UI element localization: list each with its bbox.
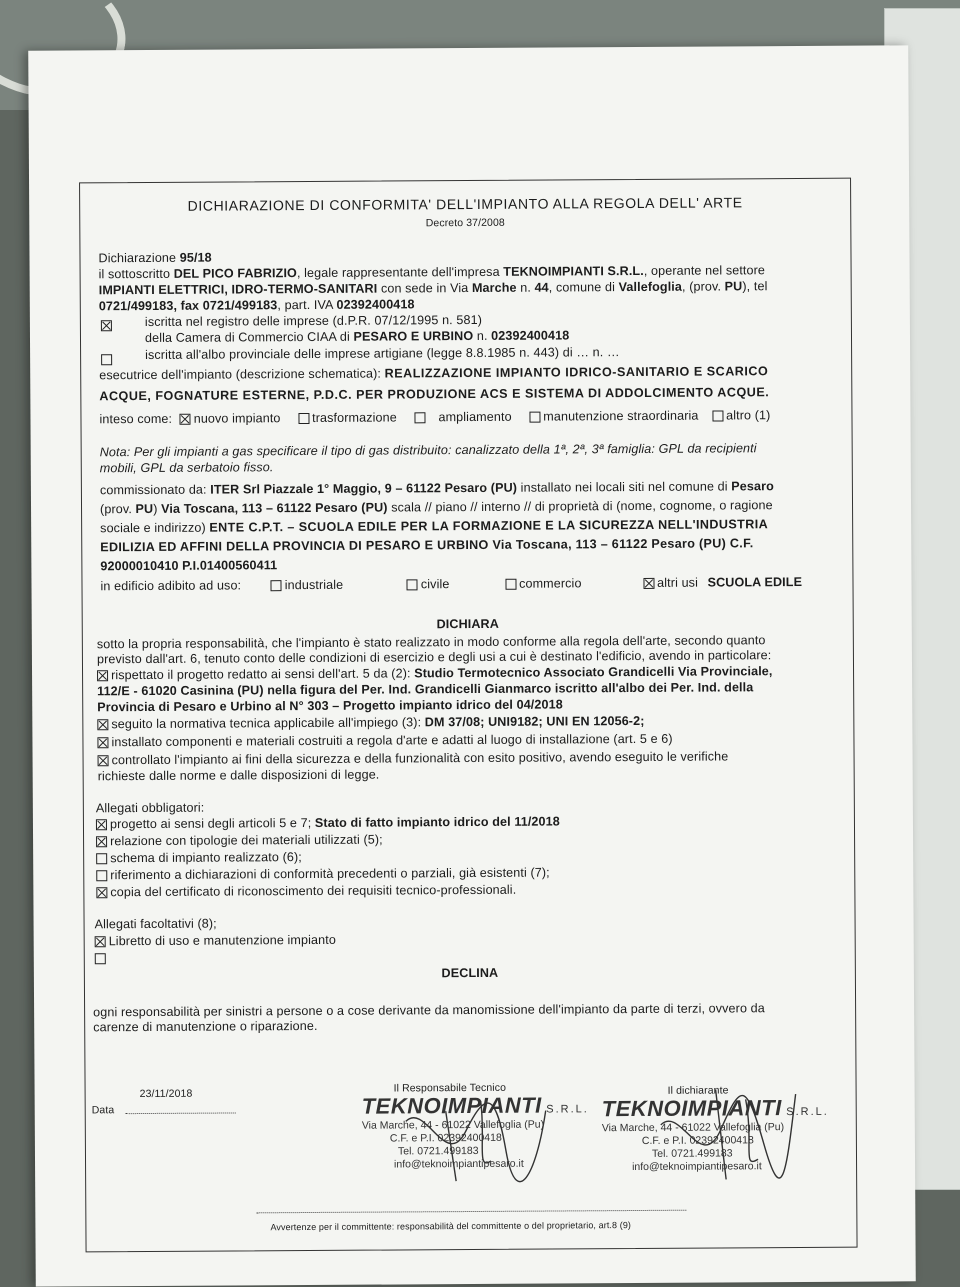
commission-line-2	[100, 498, 773, 517]
option-transformation: trasformazione	[312, 410, 397, 425]
text: seguito la normativa tecnica applicabile all'impiego (3):	[111, 715, 422, 732]
stamp-email: info@teknoimpiantipesaro.it	[394, 1157, 524, 1171]
document-title: DICHIARAZIONE DI CONFORMITA' DELL'IMPIANTO ALLA REGOLA DELL' ARTE	[187, 194, 743, 214]
text: esecutrice dell'impianto (descrizione schematica):	[99, 366, 382, 383]
text: con sede in Via	[380, 281, 469, 296]
work-description-1: REALIZZAZIONE IMPIANTO IDRICO-SANITARIO E SCARICO	[384, 364, 769, 381]
text: progetto ai sensi degli articoli 5 e 7;	[109, 815, 312, 832]
text: , comune di	[548, 280, 616, 295]
text: ), tel	[742, 279, 768, 294]
stamp-brand: TEKNOIMPIANTI	[601, 1095, 782, 1122]
stamp-address: Via Marche, 44 - 61022 Vallefoglia (Pu)	[361, 1118, 545, 1132]
checkbox-checked	[101, 320, 112, 331]
decree-ref: Decreto 37/2008	[425, 216, 505, 230]
declines-line-2: carenze di manutenzione o riparazione.	[93, 1018, 318, 1035]
text: Libretto di uso e manutenzione impianto	[108, 932, 336, 949]
text: copia del certificato di riconoscimento dei requisiti tecnico-professionali.	[110, 882, 517, 900]
street: Marche	[471, 280, 517, 295]
usage-row	[100, 575, 802, 594]
stamp-vat: C.F. e P.I. 02392400418	[389, 1131, 502, 1145]
checkbox-attachment-4[interactable]	[96, 870, 107, 881]
checkbox-other[interactable]	[712, 410, 723, 421]
text: installato nei locali siti nel comune di	[520, 479, 728, 495]
province: PU	[724, 279, 743, 294]
street-number: 44	[534, 280, 549, 295]
cciaa-place: PESARO E URBINO	[353, 328, 474, 344]
attachment-4	[96, 866, 550, 884]
checkbox-attachment-2[interactable]	[96, 836, 107, 847]
work-line-1	[99, 364, 768, 383]
company-name: TEKNOIMPIANTI S.R.L.	[503, 263, 644, 279]
registry-label: iscritta nel registro delle imprese (d.P.R. 07/12/1995 n. 581)	[144, 312, 483, 329]
municipality: Pesaro	[731, 479, 774, 494]
checkbox-components[interactable]	[97, 737, 108, 748]
checkbox-empty	[101, 354, 112, 365]
stamp-phone: Tel. 0721.499183	[651, 1147, 733, 1160]
checkbox-maintenance[interactable]	[529, 412, 540, 423]
cciaa-number: 02392400418	[491, 328, 570, 343]
checkbox-attachment-3[interactable]	[96, 853, 107, 864]
text: rispettato il progetto redatto ai sensi dell'art. 5 da (2):	[111, 666, 411, 683]
option-other: altro (1)	[726, 408, 771, 423]
signature-declarant	[646, 1074, 817, 1185]
optional-2	[95, 951, 109, 966]
checkbox-optional-2[interactable]	[95, 953, 106, 964]
other-use-value: SCUOLA EDILE	[707, 574, 803, 590]
checkbox-extension[interactable]	[414, 412, 425, 423]
text: controllato l'impianto ai fini della sicurezza e della funzionalità con esito positivo, avendo eseguito le verifiche	[111, 749, 729, 768]
commission-line-1	[100, 479, 774, 498]
city: Vallefoglia	[618, 279, 683, 295]
header-line-2	[99, 279, 768, 298]
owner-line-2: EDILIZIA ED AFFINI DELLA PROVINCIA DI PESARO E URBINO Via Toscana, 113 – 61122 Pesaro (PU) C.F.	[100, 536, 754, 555]
text: sociale e indirizzo)	[100, 520, 206, 536]
cciaa-line	[145, 328, 569, 346]
date-label: Data	[91, 1104, 115, 1117]
designer-line-2: 112/E - 61020 Casinina (PU) nella figura del Per. Ind. Grandicelli Gianmarco iscritto all'albo dei Per. Ind. della	[97, 680, 754, 699]
checkbox-registry[interactable]	[101, 316, 115, 334]
declare-point-3	[97, 732, 672, 751]
text: n.	[520, 280, 531, 295]
decl-label: Dichiarazione	[98, 250, 177, 266]
intended-as-row	[99, 408, 770, 427]
phone-fax: 0721/499183, fax 0721/499183	[98, 298, 278, 314]
header-line-3	[99, 297, 415, 314]
option-commerce: commercio	[519, 576, 582, 591]
declines-heading: DECLINA	[441, 965, 499, 981]
attachment-1-detail: Stato di fatto impianto idrico del 11/2018	[314, 814, 560, 830]
signature-technical-manager	[386, 1080, 557, 1191]
declares-line-1: sotto la propria responsabilità, che l'impianto è stato realizzato in modo conforme alla regola dell'arte, secondo quanto	[96, 633, 766, 652]
owner: ENTE C.P.T. – SCUOLA EDILE PER LA FORMAZIONE E LA SICUREZZA NELL'INDUSTRIA	[209, 517, 769, 535]
checkbox-project[interactable]	[97, 670, 108, 681]
text: )	[153, 501, 158, 516]
stamp-email: info@teknoimpiantipesaro.it	[632, 1160, 762, 1174]
commission-line-3	[100, 517, 768, 536]
text: riferimento a dichiarazioni di conformità precedenti o parziali, già esistenti (7);	[110, 865, 550, 883]
attachment-2	[96, 833, 383, 850]
checkbox-checked-safety[interactable]	[98, 755, 109, 766]
stamp-phone: Tel. 0721.499183	[397, 1144, 479, 1158]
text: in edificio adibito ad uso:	[100, 578, 242, 594]
client: ITER Srl Piazzale 1° Maggio, 9 – 61122 Pesaro (PU)	[210, 480, 518, 497]
checkbox-transformation[interactable]	[298, 413, 309, 424]
text: scala // piano // interno // di proprietà di (nome, cognome, o ragione	[391, 498, 773, 515]
mandatory-attachments-heading: Allegati obbligatori:	[95, 800, 205, 816]
attachment-5	[96, 883, 516, 901]
text: , (prov.	[681, 279, 722, 294]
vat-number: 02392400418	[336, 297, 415, 312]
checkbox-attachment-1[interactable]	[96, 819, 107, 830]
text: n.	[476, 328, 488, 343]
stamp-brand: TEKNOIMPIANTI	[361, 1092, 542, 1119]
stamp-srl: S.R.L.	[546, 1103, 589, 1116]
owner-fiscal: 92000010410 P.I.01400560411	[100, 558, 278, 574]
checkbox-new-install[interactable]	[180, 414, 191, 425]
work-description-2: ACQUE, FOGNATURE ESTERNE, P.D.C. PER PRODUZIONE ACS E SISTEMA DI ADDOLCIMENTO ACQUE.	[99, 385, 770, 404]
designer-line-3: Provincia di Pesaro e Urbino al N° 303 – Progetto impianto idrico del 04/2018	[97, 697, 563, 715]
checkbox-norms[interactable]	[97, 719, 108, 730]
site-address: Via Toscana, 113 – 61122 Pesaro (PU)	[161, 500, 388, 516]
declines-line-1: ogni responsabilità per sinistri a persone o a cose derivante da manomissione dell'impianto da parte di terzi, ovvero da	[93, 1001, 765, 1020]
text: , legale rappresentante dell'impresa	[296, 264, 500, 281]
option-maintenance: manutenzione straordinaria	[543, 408, 699, 424]
stamp-address: Via Marche, 44 - 61022 Vallefoglia (Pu)	[601, 1121, 785, 1135]
option-industrial: industriale	[284, 577, 344, 593]
sector: IMPIANTI ELETTRICI, IDRO-TERMO-SANITARI	[98, 281, 378, 298]
declare-point-4-cont: richieste dalle norme e dalle disposizioni di legge.	[97, 767, 380, 784]
committente-warning: Avvertenze per il committente: responsabilità del committente o del proprietario, art.8 (9)	[270, 1220, 632, 1233]
text: installato componenti e materiali costruiti a regola d'arte e adatti al luogo di installazione (art. 5 e 6)	[111, 731, 673, 750]
declaration-number	[98, 251, 211, 267]
note-line-1: Nota: Per gli impianti a gas specificare il tipo di gas distribuito: canalizzato della 1ª, 2ª, 3ª famiglia: GPL da recipienti	[99, 441, 757, 460]
declares-line-2: previsto dall'art. 6, tenuto conto delle condizioni di esercizio e degli usi a cui è destinato l'edificio, avendo in particolare:	[96, 648, 772, 667]
option-new: nuovo impianto	[193, 411, 281, 426]
checkbox-industrial[interactable]	[271, 580, 282, 591]
declares-heading: DICHIARA	[436, 616, 499, 632]
stamp-srl: S.R.L.	[786, 1105, 829, 1119]
text: (prov.	[99, 502, 132, 517]
text: inteso come:	[99, 411, 173, 427]
text: commissionato da:	[99, 482, 207, 498]
option-other-use: altri usi	[657, 575, 698, 590]
norms: DM 37/08; UNI9182; UNI EN 12056-2;	[424, 713, 645, 730]
text: schema di impianto realizzato (6);	[110, 850, 302, 866]
text: , part. IVA	[277, 297, 333, 313]
document-page	[28, 45, 916, 1286]
stamp-vat: C.F. e P.I. 02392400418	[641, 1134, 754, 1147]
text: della Camera di Commercio CIAA di	[144, 329, 350, 345]
albo-label: iscritta all'albo provinciale delle imprese artigiane (legge 8.8.1985 n. 443) di … n. …	[145, 345, 620, 362]
checkbox-commerce[interactable]	[505, 579, 516, 590]
declare-point-2	[97, 714, 644, 732]
option-extension: ampliamento	[438, 409, 512, 425]
checkbox-attachment-5[interactable]	[96, 887, 107, 898]
checkbox-civil[interactable]	[407, 579, 418, 590]
decl-number: 95/18	[179, 250, 212, 265]
text: relazione con tipologie dei materiali utilizzati (5);	[110, 832, 383, 849]
text: il sottoscritto	[98, 266, 171, 282]
checkbox-albo[interactable]	[101, 350, 115, 368]
option-civil: civile	[420, 577, 450, 592]
technical-manager-label: Il Responsabile Tecnico	[393, 1081, 507, 1095]
optional-1	[95, 933, 336, 949]
designer: Studio Termotecnico Associato Grandicelli Via Provinciale,	[414, 664, 773, 681]
signer-name: DEL PICO FABRIZIO	[173, 266, 297, 281]
declare-point-4	[98, 749, 729, 768]
note-line-2: mobili, GPL da serbatoio fisso.	[99, 460, 274, 476]
footer-separator	[256, 1210, 686, 1214]
province: PU	[135, 501, 154, 517]
text: , operante nel settore	[643, 263, 766, 278]
attachment-1	[96, 814, 560, 832]
checkbox-optional-1[interactable]	[95, 936, 106, 947]
date-line	[126, 1112, 236, 1114]
form-frame	[79, 178, 858, 1253]
declarant-label: Il dichiarante	[667, 1084, 729, 1097]
date-value: 23/11/2018	[139, 1087, 193, 1101]
attachment-3	[96, 850, 302, 866]
optional-attachments-heading: Allegati facoltativi (8);	[94, 916, 217, 932]
checkbox-other-use[interactable]	[643, 578, 654, 589]
